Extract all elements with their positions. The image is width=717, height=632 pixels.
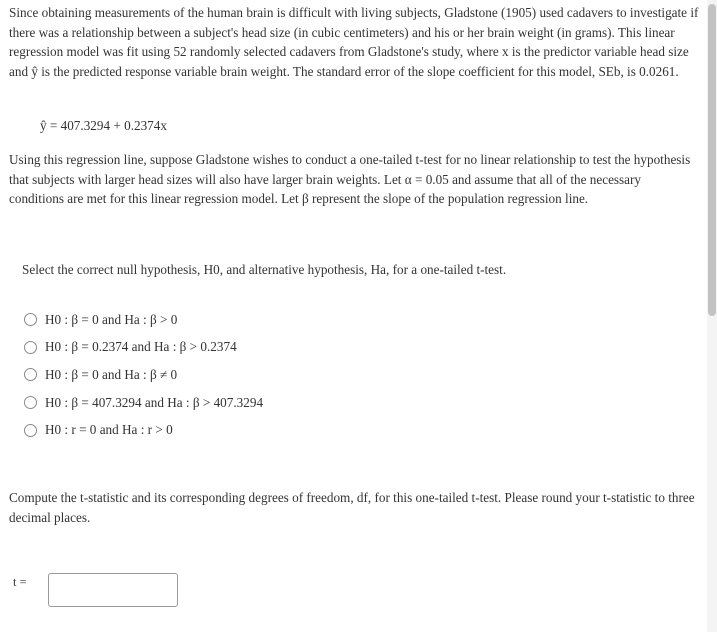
hypothesis-option-5[interactable]	[24, 416, 263, 444]
t-statistic-input[interactable]	[48, 573, 178, 607]
radio-button[interactable]	[24, 424, 37, 437]
option-label: H0 : β = 0.2374 and Ha : β > 0.2374	[45, 339, 237, 355]
vertical-scrollbar[interactable]	[707, 0, 717, 632]
option-label: H0 : β = 407.3294 and Ha : β > 407.3294	[45, 394, 264, 410]
option-label: H0 : β = 0 and Ha : β > 0	[45, 311, 178, 327]
t-statistic-label: t =	[13, 575, 27, 589]
hypothesis-prompt: Select the correct null hypothesis, H0, and alternative hypothesis, Ha, for a one-tailed t-test.	[22, 262, 507, 277]
hypothesis-options	[24, 306, 263, 444]
radio-button[interactable]	[24, 396, 37, 409]
question-2-paragraph: Compute the t-statistic and its corresponding degrees of freedom, df, for this one-tailed t-test. Please round your t-statistic to three decimal places.	[9, 490, 695, 525]
scrollbar-thumb[interactable]	[708, 4, 716, 316]
radio-button[interactable]	[24, 313, 37, 326]
radio-button[interactable]	[24, 368, 37, 381]
hypothesis-option-1[interactable]	[24, 306, 263, 334]
question-1-paragraph: Using this regression line, suppose Gladstone wishes to conduct a one-tailed t-test for no linear relationship to test the hypothesis that subjects with larger head sizes will also have larger brain weights. Let α = 0.05 and assume that all of the necessary conditions are met for this linear regression model. Let β represent the slope of the population regression line.	[9, 152, 691, 207]
option-label: H0 : r = 0 and Ha : r > 0	[45, 422, 173, 438]
hypothesis-option-3[interactable]	[24, 361, 263, 389]
hypothesis-option-4[interactable]	[24, 389, 263, 417]
intro-paragraph: Since obtaining measurements of the human brain is difficult with living subjects, Gladstone (1905) used cadavers to investigate if there was a relationship between a subject's head size (in cubic centimeters) and his or her brain weight (in grams). This linear regression model was fit using 52 randomly selected cadavers from Gladstone's study, where x is the predictor variable head size and ŷ is the predicted response variable brain weight. The standard error of the slope coefficient for this model, SEb, is 0.0261.	[9, 5, 699, 79]
option-label: H0 : β = 0 and Ha : β ≠ 0	[45, 366, 178, 382]
hypothesis-option-2[interactable]	[24, 334, 263, 362]
radio-button[interactable]	[24, 341, 37, 354]
regression-equation: ŷ = 407.3294 + 0.2374x	[40, 118, 167, 133]
